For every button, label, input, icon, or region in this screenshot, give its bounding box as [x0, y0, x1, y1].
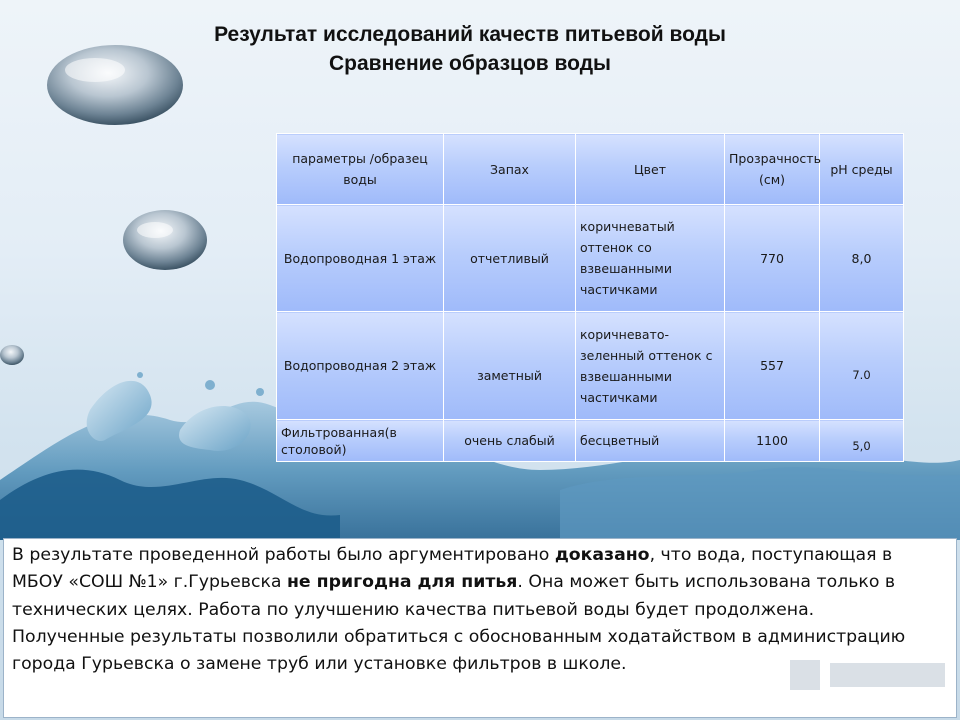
conclusion-paragraph: Полученные результаты позволили обратиться с обоснованным ходатайством в администрацию города Гурьевска о замене труб или установке фильтров в школе. [12, 626, 906, 675]
emphasis-text: доказано [554, 545, 650, 565]
column-header: рН среды [820, 134, 904, 205]
table-cell: Водопроводная 2 этаж [277, 312, 444, 420]
table-cell: 8,0 [820, 205, 904, 312]
column-header: Прозрачность (см) [725, 134, 820, 205]
table-cell: бесцветный [576, 420, 725, 462]
column-header: Запах [444, 134, 576, 205]
table-cell: заметный [444, 312, 576, 420]
conclusion-text: . Она может быть использована только в технических целях. Работа по улучшению качества питьевой воды будет продолжена. [12, 572, 896, 620]
water-comparison-table [276, 133, 904, 462]
table-cell: 1100 [725, 420, 820, 462]
slide-title: Результат исследований качеств питьевой воды [214, 23, 726, 46]
watermark-logo [790, 655, 950, 695]
table-cell: коричневато-зеленный оттенок с взвешанными частичками [576, 312, 725, 420]
emphasis-text: не пригодна для питья [286, 572, 518, 593]
table-cell: 5,0 [820, 420, 904, 462]
table-row [277, 312, 904, 420]
table-cell: 7.0 [820, 312, 904, 420]
table-cell: Водопроводная 1 этаж [277, 205, 444, 312]
table-cell: очень слабый [444, 420, 576, 462]
table-cell: 557 [725, 312, 820, 420]
table-row [277, 420, 904, 462]
column-header: Цвет [576, 134, 725, 205]
slide-subtitle: Сравнение образцов воды [329, 52, 611, 75]
conclusion-text: В результате проведенной работы было аргументировано [12, 545, 555, 565]
table-header-row [277, 134, 904, 205]
conclusion-text: , что вода, поступающая в МБОУ «СОШ №1» г.Гурьевска [12, 545, 893, 593]
table-cell: отчетливый [444, 205, 576, 312]
table-row [277, 205, 904, 312]
table-cell: Фильтрованная(в столовой) [277, 420, 444, 462]
conclusion-paragraph [12, 542, 948, 624]
column-header: параметры /образец воды [277, 134, 444, 205]
table-cell: коричневатый оттенок со взвешанными частичками [576, 205, 725, 312]
table-cell: 770 [725, 205, 820, 312]
